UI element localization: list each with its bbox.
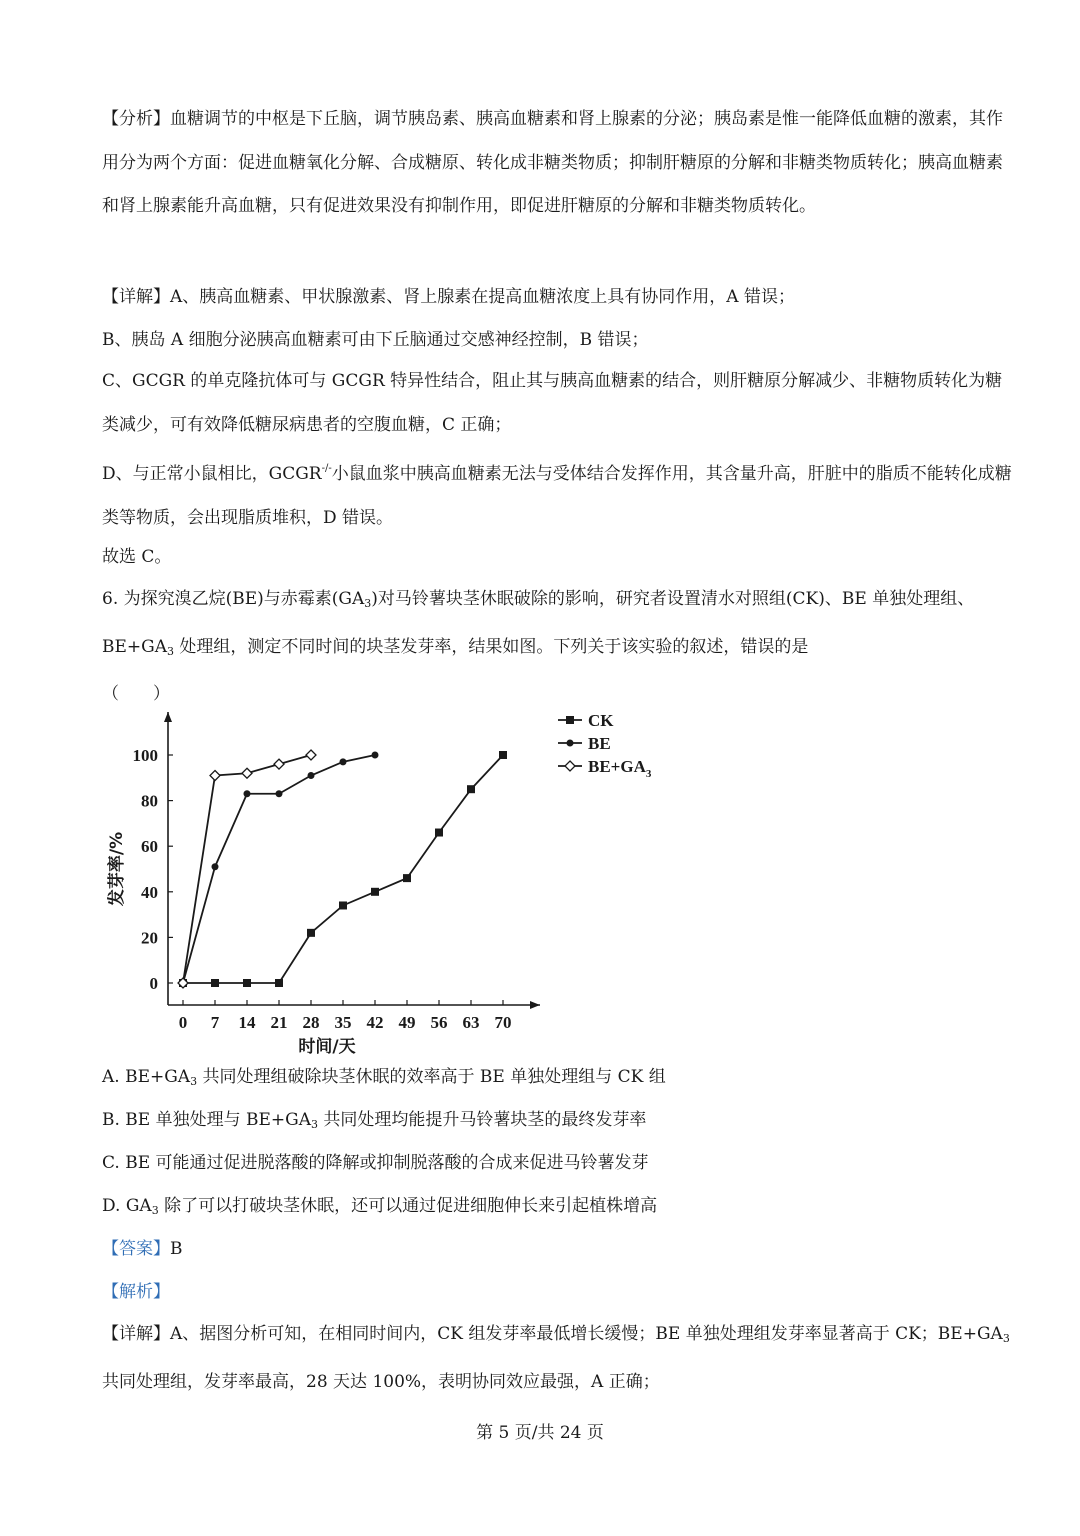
- x-tick-label: 70: [494, 1013, 512, 1032]
- option-a-post: 共同处理组破除块茎休眠的效率高于 BE 单独处理组与 CK 组: [197, 1067, 666, 1087]
- legend-subscript: 3: [645, 768, 652, 780]
- detail2-tag: 【详解】: [102, 1324, 170, 1344]
- be-ga3-point: [242, 768, 252, 778]
- ck-point: [307, 929, 315, 937]
- ck-point: [243, 979, 251, 987]
- x-tick-label: 7: [210, 1013, 220, 1032]
- y-tick-label: 80: [141, 791, 158, 811]
- x-tick-label: 49: [398, 1013, 416, 1032]
- be-ga3-point: [274, 759, 284, 769]
- ck-point: [339, 901, 347, 909]
- option-b[interactable]: [102, 1105, 646, 1140]
- y-axis-label: 发芽率/%: [107, 831, 127, 907]
- option-d-pre: D. GA: [102, 1196, 152, 1216]
- ck-point: [371, 888, 379, 896]
- ck-point: [435, 829, 443, 837]
- detail-a-text: A、胰高血糖素、甲状腺激素、肾上腺素在提高血糖浓度上具有协同作用，A 错误；: [170, 287, 795, 307]
- x-tick-label: 63: [462, 1013, 480, 1032]
- ck-point: [499, 751, 507, 759]
- ck-point: [275, 979, 283, 987]
- y-tick-label: 100: [132, 746, 158, 765]
- legend-label: CK: [588, 711, 614, 730]
- be-point: [308, 772, 315, 779]
- ck-point: [403, 874, 411, 882]
- be-ga3-point: [565, 761, 575, 771]
- option-b-post: 共同处理均能提升马铃薯块茎的最终发芽率: [318, 1110, 647, 1130]
- option-d-post: 除了可以打破块茎休眠，还可以通过促进细胞伸长来引起植株增高: [158, 1196, 658, 1216]
- be-point: [276, 790, 283, 797]
- ck-point: [211, 979, 219, 987]
- detail-c: C、GCGR 的单克隆抗体可与 GCGR 特异性结合，阻止其与胰高血糖素的结合，则肝糖原分解减少、非糖物质转化为糖类减少，可有效降低糖尿病患者的空腹血糖，C 正确；: [102, 371, 1003, 435]
- detail-b: B、胰岛 A 细胞分泌胰高血糖素可由下丘脑通过交感神经控制，B 错误；: [102, 330, 649, 350]
- detail-d-pre: D、与正常小鼠相比，GCGR: [102, 464, 322, 484]
- subscript: 3: [151, 1204, 159, 1217]
- x-axis-label: 时间/天: [298, 1037, 356, 1057]
- detail-a: [102, 282, 795, 312]
- option-c[interactable]: C. BE 可能通过促进脱落酸的降解或抑制脱落酸的合成来促进马铃薯发芽: [102, 1153, 649, 1173]
- option-a[interactable]: [102, 1062, 666, 1097]
- ck-point: [467, 785, 475, 793]
- detail-tag: 【详解】: [102, 287, 170, 307]
- y-tick-label: 0: [149, 974, 158, 993]
- analysis-tag: 【分析】: [102, 109, 170, 129]
- be-point: [244, 790, 251, 797]
- detail-d-post: 小鼠血浆中胰高血糖素无法与受体结合发挥作用，其含量升高，肝脏中的脂质不能转化成糖类等物质，会出现脂质堆积，D 错误。: [102, 464, 1012, 528]
- detail2-text-1: A、据图分析可知，在相同时间内，CK 组发芽率最低增长缓慢；BE 单独处理组发芽率显著高于 CK；BE+GA: [170, 1324, 1003, 1344]
- analysis-paragraph: [102, 98, 1012, 229]
- x-tick-label: 56: [430, 1013, 448, 1032]
- conclusion: 故选 C。: [102, 547, 172, 567]
- subscript: 3: [167, 644, 175, 658]
- be-point: [340, 758, 347, 765]
- question-6: [102, 578, 1012, 717]
- be-line: [183, 755, 375, 983]
- x-tick-label: 14: [238, 1013, 256, 1032]
- be-ga3-point: [210, 771, 220, 781]
- x-axis-arrow: [530, 1001, 540, 1009]
- x-tick-label: 0: [178, 1013, 188, 1032]
- y-tick-label: 40: [141, 882, 158, 902]
- germination-chart: [100, 700, 710, 1060]
- answer-value: B: [170, 1239, 183, 1259]
- question-text-1: 6. 为探究溴乙烷(BE)与赤霉素(GA: [102, 589, 365, 609]
- option-b-pre: B. BE 单独处理与 BE+GA: [102, 1110, 312, 1130]
- option-d[interactable]: [102, 1191, 657, 1226]
- explain-line: [102, 1277, 170, 1307]
- ck-point: [566, 716, 574, 724]
- ck-line: [183, 755, 503, 983]
- detail-d: [102, 447, 1012, 540]
- x-tick-label: 35: [334, 1013, 352, 1032]
- option-a-pre: A. BE+GA: [102, 1067, 191, 1087]
- answer-tag: 【答案】: [102, 1239, 170, 1259]
- question-text-3: 处理组，测定不同时间的块茎发芽率，结果如图。下列关于该实验的叙述，错误的是: [174, 636, 809, 657]
- x-tick-label: 42: [366, 1013, 384, 1032]
- subscript: 3: [364, 597, 372, 610]
- legend-label: $BE+GA_3$: [588, 757, 652, 780]
- be-ga3-point: [306, 750, 316, 760]
- be-point: [212, 863, 219, 870]
- subscript: 3: [1002, 1332, 1010, 1345]
- y-axis-arrow: [164, 712, 172, 722]
- chart-legend: [558, 711, 652, 780]
- subscript: 3: [311, 1118, 319, 1131]
- chart-ticks: [106, 746, 512, 1057]
- answer-blank: （ ）: [102, 684, 170, 704]
- be-point: [372, 752, 379, 759]
- analysis-text: 血糖调节的中枢是下丘脑，调节胰岛素、胰高血糖素和肾上腺素的分泌；胰岛素是惟一能降低血糖的激素，其作用分为两个方面：促进血糖氧化分解、合成糖原、转化成非糖类物质；抑制肝糖原的分解和非糖类物质转化；胰高血糖素和肾上腺素能升高血糖，只有促进效果没有抑制作用，即促进肝糖原的分解和非糖类物质转化。: [102, 109, 1003, 216]
- subscript: 3: [190, 1075, 198, 1088]
- x-tick-label: 28: [302, 1013, 320, 1032]
- superscript: -/-: [321, 463, 332, 474]
- y-tick-label: 20: [141, 928, 158, 948]
- question-text-2: )对马铃薯块茎休眠破除的影响，研究者设置清水对照组(CK)、BE 单独处理组、BE+GA: [102, 589, 975, 657]
- page-footer: 第 5 页/共 24 页: [476, 1423, 604, 1443]
- y-tick-label: 60: [141, 837, 158, 857]
- explain-tag: 【解析】: [102, 1282, 170, 1302]
- be-ga3-line: [183, 755, 311, 983]
- legend-label: BE: [588, 734, 611, 753]
- chart-series: [178, 750, 507, 988]
- detail2-text-2: 共同处理组，发芽率最高，28 天达 100%，表明协同效应最强，A 正确；: [102, 1371, 660, 1392]
- be-point: [567, 740, 574, 747]
- detail2-paragraph: [102, 1313, 1012, 1404]
- answer-line: [102, 1234, 183, 1264]
- chart-axes: [164, 712, 540, 1009]
- x-tick-label: 21: [270, 1013, 288, 1032]
